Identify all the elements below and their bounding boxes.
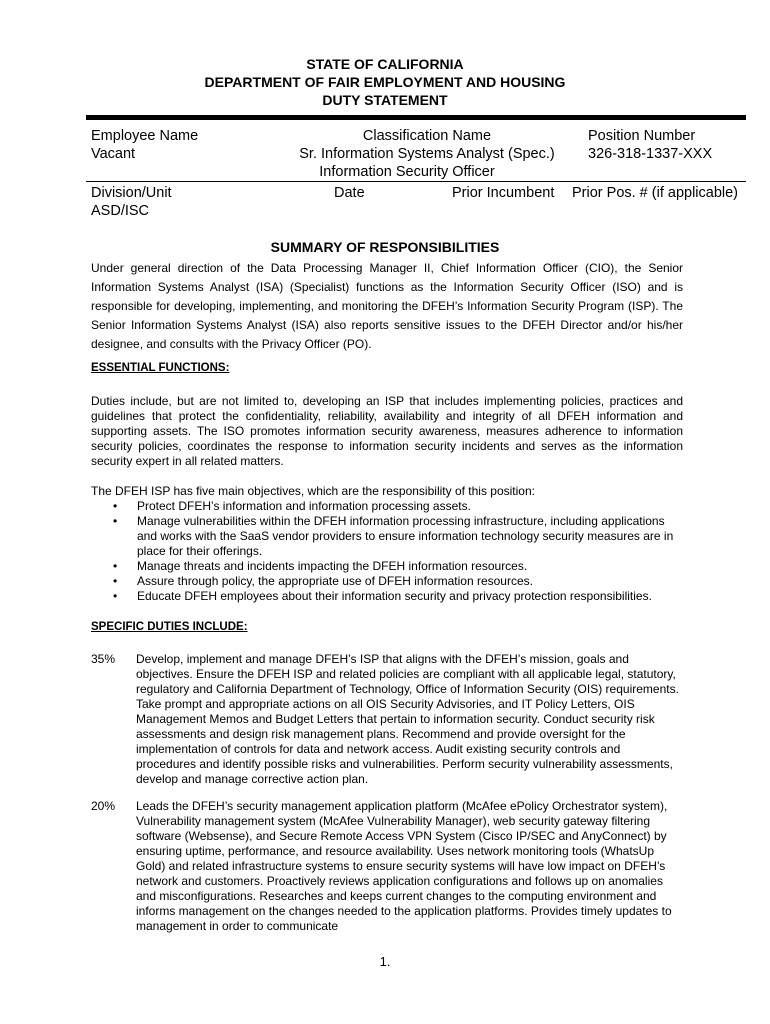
duty-item	[91, 652, 683, 787]
header-state: STATE OF CALIFORNIA	[306, 56, 464, 72]
duty-text: Develop, implement and manage DFEH’s ISP that aligns with the DFEH’s mission, goals and objectives. Ensure the DFEH ISP and related policies are compliant with all applicable legal, statutory, regulatory and California Department of Technology, Office of Information Security (OIS) requirements. Take prompt and appropriate actions on all OIS Security Advisories, and IT Policy Letters, OIS Management Memos and Budget Letters that pertain to information security. Conduct security risk assessments and design risk management plans. Recommend and provide oversight for the implementation of controls for data and network access. Audit existing security controls and procedures and identify possible risks and vulnerabilities. Perform security vulnerability assessments, develop and manage corrective action plan.	[136, 652, 679, 786]
list-item: • Protect DFEH’s information and information processing assets.	[110, 499, 684, 514]
page-number: 1.	[379, 954, 391, 969]
objectives-intro: The DFEH ISP has five main objectives, which are the responsibility of this position:	[91, 484, 535, 498]
duty-item	[91, 799, 683, 934]
list-item: • Manage vulnerabilities within the DFEH information processing infrastructure, including applications and works with the SaaS vendor providers to ensure information technology security measures are in place for their offerings.	[110, 514, 684, 559]
header-duty-statement: DUTY STATEMENT	[322, 92, 448, 108]
list-item: • Assure through policy, the appropriate use of DFEH information resources.	[110, 574, 684, 589]
position-number-label: Position Number	[588, 128, 696, 144]
specific-duties-heading: SPECIFIC DUTIES INCLUDE:	[91, 621, 248, 633]
summary-paragraph: Under general direction of the Data Processing Manager II, Chief Information Officer (CIO), the Senior Information Systems Analyst (ISA) (Specialist) functions as the Information Security Officer (ISO) and is responsible for developing, implementing, and monitoring the DFEH’s Information Security Program (ISP). The Senior Information Systems Analyst (ISA) also reports sensitive issues to the DFEH Director and/or his/her designee, and consults with the Privacy Officer (PO).	[91, 261, 683, 351]
position-number-value: 326-318-1337-XXX	[588, 146, 713, 162]
duty-text: Leads the DFEH’s security management application platform (McAfee ePolicy Orchestrator system), Vulnerability management system (McAfee Vulnerability Manager), web security gateway filtering software (Websense), and Secure Remote Access VPN System (Cisco IP/SEC and AnyConnect) by ensuring uptime, performance, and resource availability. Uses network monitoring tools (WhatsUp Gold) and related infrastructure systems to ensure security systems will have low impact on DFEH’s network and customers. Proactively reviews application configurations and follows up on anomalies and misconfigurations. Researches and keeps current changes to the computing environment and informs management on the changes needed to the application platforms. Provides timely updates to management in order to communicate	[136, 799, 672, 933]
objectives-list	[110, 499, 684, 604]
prior-position-label: Prior Pos. # (if applicable)	[572, 185, 739, 201]
employee-name-value: Vacant	[91, 146, 136, 162]
info-divider	[86, 181, 746, 182]
summary-title: SUMMARY OF RESPONSIBILITIES	[270, 239, 500, 255]
prior-incumbent-label: Prior Incumbent	[452, 185, 555, 201]
employee-name-label: Employee Name	[91, 128, 199, 144]
classification-value-line2: Information Security Officer	[319, 164, 495, 180]
duty-percent: 35%	[91, 652, 116, 666]
header-department: DEPARTMENT OF FAIR EMPLOYMENT AND HOUSING	[204, 74, 566, 90]
classification-label: Classification Name	[362, 128, 492, 144]
division-label: Division/Unit	[91, 185, 172, 201]
list-item: • Educate DFEH employees about their information security and privacy protection responsibilities.	[110, 589, 684, 604]
date-label: Date	[334, 185, 365, 201]
essential-functions-heading: ESSENTIAL FUNCTIONS:	[91, 362, 230, 374]
essential-functions-paragraph: Duties include, but are not limited to, developing an ISP that includes implementing policies, practices and guidelines that protect the confidentiality, reliability, availability and integrity of all DFEH information and supporting assets. The ISO promotes information security awareness, measures adherence to information security policies, coordinates the response to information security incidents and serves as the information security expert in all related matters.	[91, 394, 683, 468]
header-divider	[86, 115, 746, 120]
list-item: • Manage threats and incidents impacting the DFEH information resources.	[110, 559, 684, 574]
classification-value: Sr. Information Systems Analyst (Spec.)	[299, 146, 555, 162]
division-value: ASD/ISC	[91, 203, 150, 219]
duty-percent: 20%	[91, 799, 116, 813]
